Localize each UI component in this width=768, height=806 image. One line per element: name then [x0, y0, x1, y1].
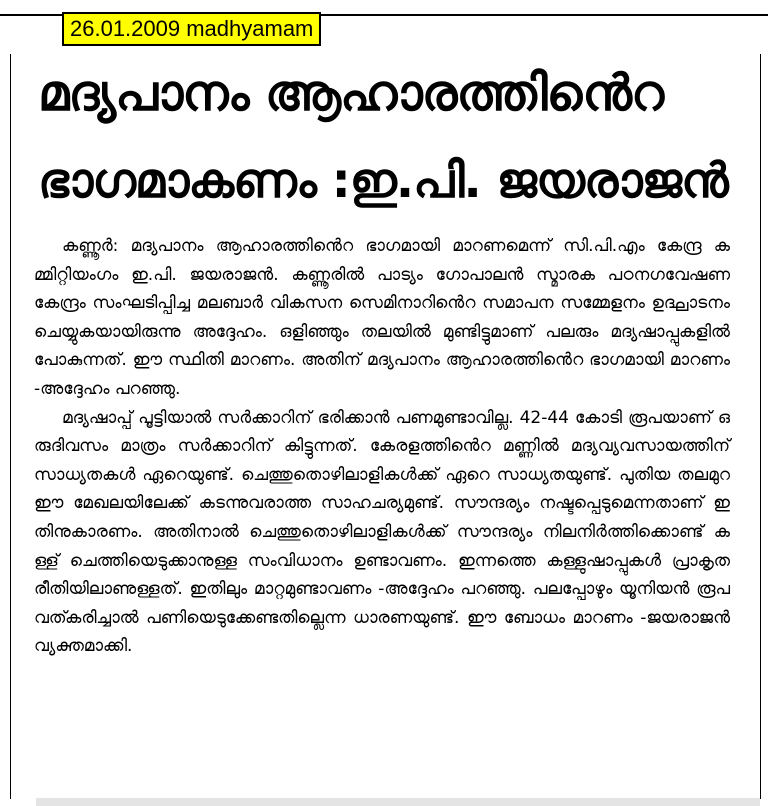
left-column-rule	[10, 54, 11, 799]
right-column-rule	[760, 54, 761, 799]
bottom-scroll-bar	[36, 798, 760, 806]
article-paragraph-1: കണ്ണൂർ: മദ്യപാനം ആഹാരത്തിൻെറ ഭാഗമായി മാറണമെന്ന് സി.പി.എം കേന്ദ്ര കമ്മിറ്റിയംഗം ഇ.പി. ജയരാജൻ. കണ്ണൂരിൽ പാട്യം ഗോപാലൻ സ്മാരക പഠനഗവേഷണ കേന്ദ്രം സംഘടിപ്പിച്ച മലബാർ വികസന സെമിനാറിൻെറ സമാപന സമ്മേളനം ഉദ്ഘാടനം ചെയ്യുകയായിരുന്നു അദ്ദേഹം. ഒളിഞ്ഞും തലയിൽ മുണ്ടിട്ടുമാണ് പലരും മദ്യഷാപ്പുകളിൽ പോകുന്നത്. ഈ സ്ഥിതി മാറണം. അതിന് മദ്യപാനം ആഹാരത്തിൻെറ ഭാഗമായി മാറണം -അദ്ദേഹം പറഞ്ഞു.	[34, 236, 730, 399]
headline-line-2: ഭാഗമാകണം :ഇ.പി. ജയരാജൻ	[38, 153, 728, 209]
article-paragraph-2: മദ്യഷാപ്പ് പൂട്ടിയാൽ സർക്കാറിന് ഭരിക്കാൻ പണമുണ്ടാവില്ല. 42-44 കോടി രൂപയാണ് ഒരുദിവസം മാത്രം സർക്കാറിന് കിട്ടുന്നത്. കേരളത്തിൻെറ മണ്ണിൽ മദ്യവ്യവസായത്തിന് സാധ്യതകൾ ഏറെയുണ്ട്. ചെത്തുതൊഴിലാളികൾക്ക് ഏറെ സാധ്യതയുണ്ട്. പുതിയ തലമുറ ഈ മേഖലയിലേക്ക് കടന്നുവരാത്ത സാഹചര്യമുണ്ട്. സൗന്ദര്യം നഷ്ടപ്പെടുമെന്നതാണ് ഇതിനുകാരണം. അതിനാൽ ചെത്തുതൊഴിലാളികൾക്ക് സൗന്ദര്യം നിലനിർത്തിക്കൊണ്ട് കള്ള് ചെത്തിയെടുക്കാനുള്ള സംവിധാനം ഉണ്ടാവണം. ഇന്നത്തെ കള്ളുഷാപ്പുകൾ പ്രാകൃത രീതിയിലാണുള്ളത്. ഇതിലും മാറ്റമുണ്ടാവണം -അദ്ദേഹം പറഞ്ഞു. പലപ്പോഴും യൂനിയൻ രൂപവത്കരിച്ചാൽ പണിയെടുക്കേണ്ടതില്ലെന്ന ധാരണയുണ്ട്. ഈ ബോധം മാറണം -ജയരാജൻ വ്യക്തമാക്കി.	[34, 407, 730, 657]
source-date-label: 26.01.2009 madhyamam	[62, 12, 321, 46]
headline-line-1: മദ്യപാനം ആഹാരത്തിൻെറ	[38, 64, 664, 122]
article-body	[34, 232, 730, 661]
